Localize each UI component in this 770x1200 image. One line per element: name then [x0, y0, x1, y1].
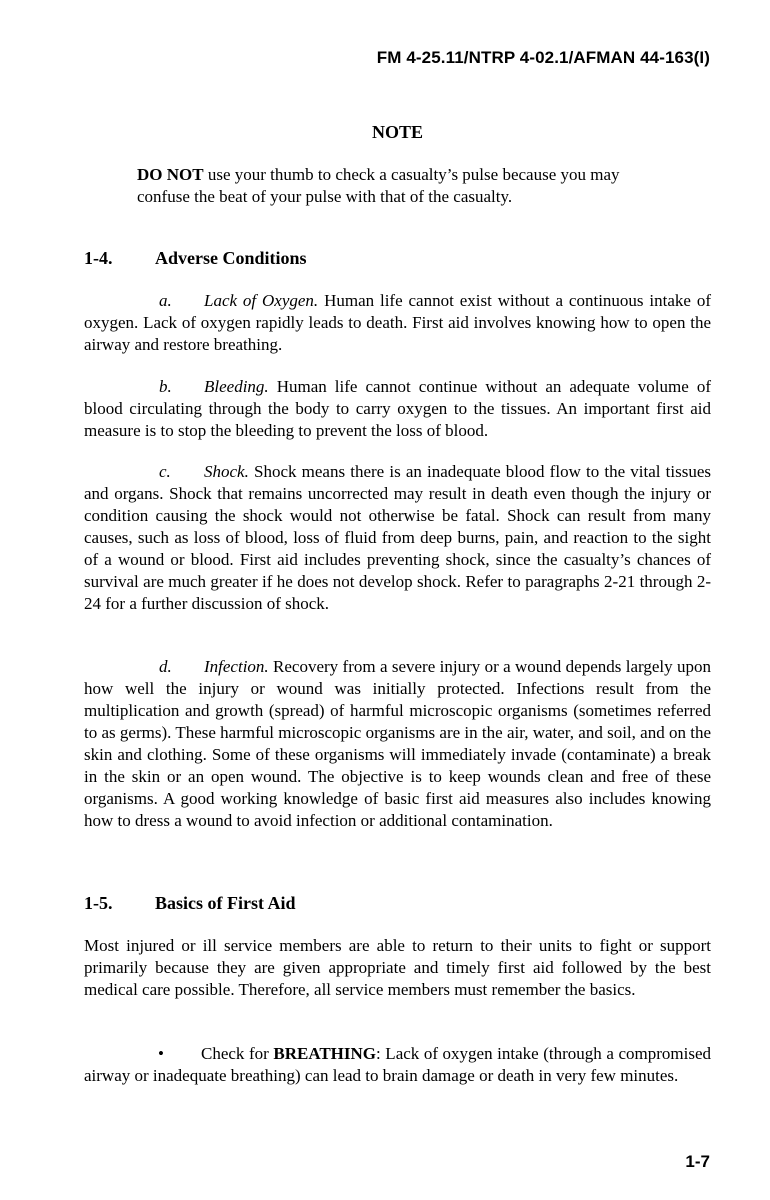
paragraph-lack-of-oxygen	[84, 290, 711, 356]
bullet-text: : Lack of oxygen intake (through a compromised airway or inadequate breathing) can lead to brain damage or death in very few minutes.	[84, 1044, 711, 1085]
paragraph-label: d.	[159, 657, 172, 676]
section-number: 1-4.	[84, 248, 113, 268]
paragraph-label: c.	[159, 462, 171, 481]
section-number: 1-5.	[84, 893, 113, 913]
paragraph-text: Human life cannot continue without an adequate volume of blood circulating through the body to carry oxygen to the tissues. An important first aid measure is to stop the bleeding to prevent the loss of blood.	[84, 377, 711, 440]
bullet-keyword: BREATHING	[273, 1044, 377, 1063]
bullet-breathing	[84, 1043, 711, 1087]
paragraph-shock	[84, 461, 711, 615]
paragraph-infection	[84, 656, 711, 832]
paragraph-basics-intro: Most injured or ill service members are able to return to their units to fight or support primarily because they are given appropriate and timely first aid followed by the best medical care possible. Therefore, all service members must remember the basics.	[84, 936, 711, 999]
note-emphasis: DO NOT	[137, 165, 204, 184]
page-number: 1-7	[685, 1152, 710, 1171]
bullet-lead: Check for	[201, 1044, 274, 1063]
section-title: Adverse Conditions	[155, 248, 307, 268]
paragraph-title: Bleeding.	[204, 377, 269, 396]
paragraph-bleeding	[84, 376, 711, 442]
bullet-symbol: •	[158, 1044, 164, 1063]
note-title: NOTE	[371, 122, 423, 142]
paragraph-title: Infection.	[204, 657, 269, 676]
document-header: FM 4-25.11/NTRP 4-02.1/AFMAN 44-163(I)	[376, 48, 710, 67]
section-heading-1-4	[84, 248, 307, 269]
paragraph-title: Shock.	[204, 462, 249, 481]
note-body	[137, 164, 657, 208]
paragraph-title: Lack of Oxygen.	[204, 291, 319, 310]
paragraph-label: b.	[159, 377, 172, 396]
section-heading-1-5	[84, 893, 296, 914]
section-title: Basics of First Aid	[155, 893, 296, 913]
note-text: use your thumb to check a casualty’s pulse because you may confuse the beat of your pulse with that of the casualty.	[137, 165, 620, 206]
paragraph-text: Human life cannot exist without a continuous intake of oxygen. Lack of oxygen rapidly leads to death. First aid involves knowing how to open the airway and restore breathing.	[84, 291, 711, 354]
paragraph-text: Recovery from a severe injury or a wound depends largely upon how well the injury or wound was initially protected. Infections result from the multiplication and growth (spread) of harmful microscopic organisms (sometimes referred to as germs). These harmful microscopic organisms are in the air, water, and soil, and on the skin and clothing. Some of these organisms will immediately invade (contaminate) a break in the skin or an open wound. The objective is to keep wounds clean and free of these organisms. A good working knowledge of basic first aid measures also includes knowing how to dress a wound to avoid infection or additional contamination.	[84, 657, 711, 830]
paragraph-text: Shock means there is an inadequate blood flow to the vital tissues and organs. Shock that remains uncorrected may result in death even though the injury or condition causing the shock would not otherwise be fatal. Shock can result from many causes, such as loss of blood, loss of fluid from deep burns, pain, and reaction to the sight of a wound or blood. First aid includes preventing shock, since the casualty’s chances of survival are much greater if he does not develop shock. Refer to paragraphs 2-21 through 2-24 for a further discussion of shock.	[84, 462, 711, 613]
paragraph-label: a.	[159, 291, 172, 310]
